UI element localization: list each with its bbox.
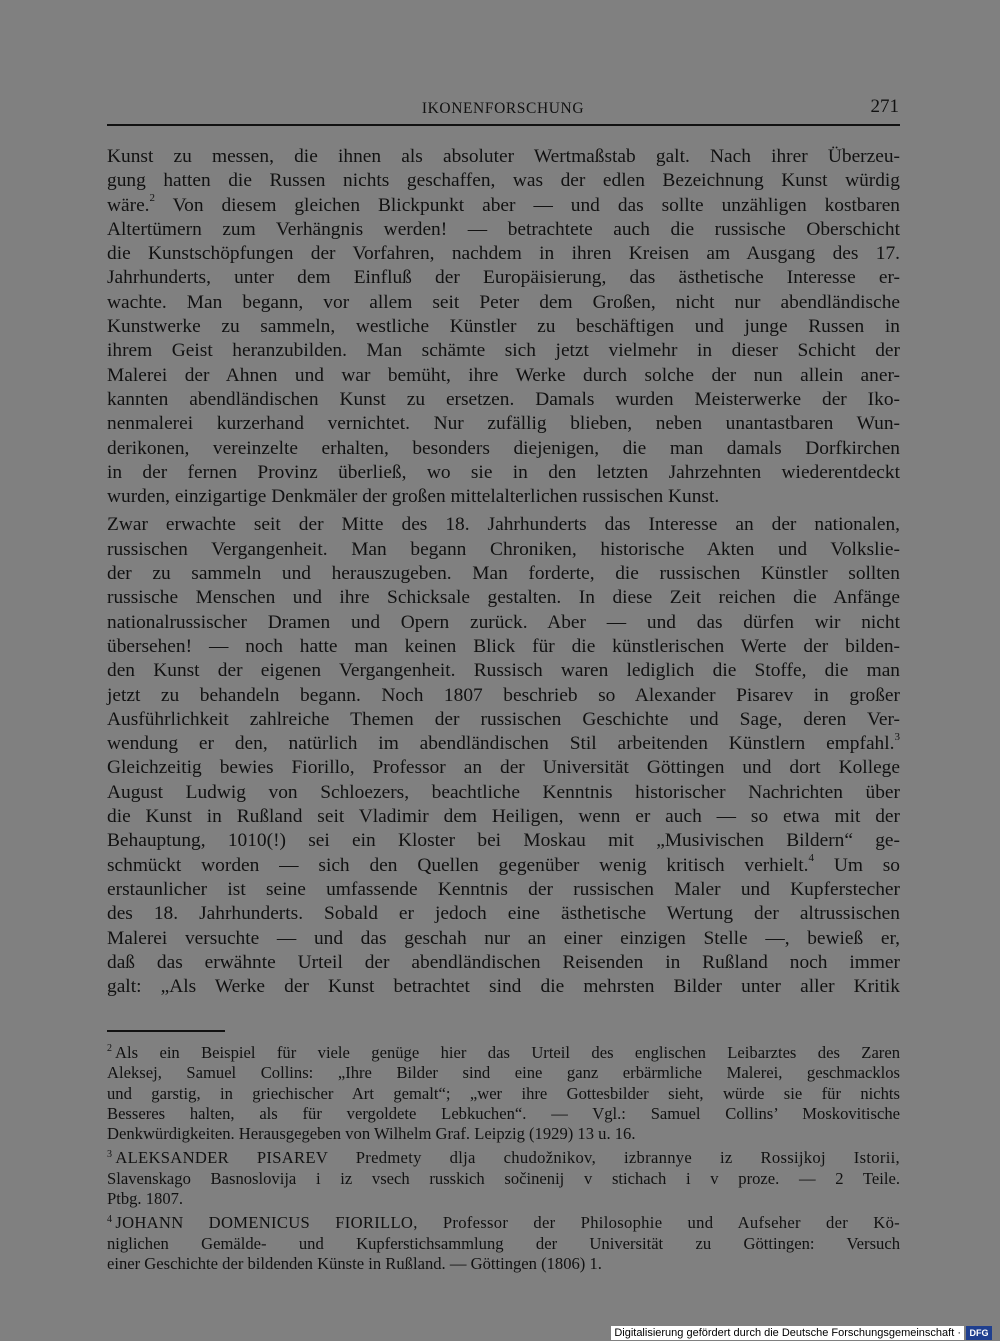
footnote-line: Besseres halten, als für vergoldete Lebkuchen“. — Vgl.: Samuel Collins’ Moskovitische [107,1103,900,1123]
footnote-line: niglichen Gemälde- und Kupferstichsammlung der Universität zu Göttingen: Versuch [107,1233,900,1253]
text-line: wachte. Man begann, vor allem seit Peter dem Großen, nicht nur abendländische [107,291,900,313]
footnote-ref-2[interactable]: 2 [149,192,156,205]
credit-text: Digitalisierung gefördert durch die Deutsche Forschungsgemeinschaft · [611,1326,964,1340]
text-fragment: Von diesem gleichen Blickpunkt aber — und das sollte unzähligen kostbaren [155,194,900,216]
footnote-mark: 3 [107,1148,113,1160]
footnote-line [107,1043,900,1063]
footnote-line [107,1148,900,1168]
footnotes [107,1043,900,1278]
text-line: die Kunst in Rußland seit Vladimir dem Heiligen, wenn er auch — so etwa mit der [107,806,900,828]
footnote-line: Slavenskago Basnoslovija i iz vsech russkich sočinenij v stichach i v proze. — 2 Teile. [107,1168,900,1188]
footnote-line: und garstig, in griechischer Art gemalt“; „wer ihre Gottesbilder sieht, würde sie für nichts [107,1083,900,1103]
credit-bar [0,1324,1000,1341]
footnote-line: Denkwürdigkeiten. Herausgegeben von Wilhelm Graf. Leipzig (1929) 13 u. 16. [107,1124,636,1144]
text-line: nationalrussischer Dramen und Opern zurück. Aber — und das dürfen wir nicht [107,611,900,633]
footnote-ref-3[interactable]: 3 [894,730,900,743]
main-text [107,145,900,999]
page-number: 271 [870,96,899,117]
text-line: kannten abendländischen Kunst zu ersetzen. Damals wurden Meisterwerke der Iko- [107,388,900,410]
text-line: daß das erwähnte Urteil der abendländischen Reisenden in Rußland noch immer [107,951,900,973]
running-head [107,96,899,124]
text-line: Jahrhunderts, unter dem Einfluß der Europäisierung, das ästhetische Interesse er- [107,267,900,289]
footnote-2 [107,1043,900,1144]
text-line: derikonen, vereinzelte erhalten, besonders diejenigen, die man damals Dorfkirchen [107,437,900,459]
footnote-mark: 2 [107,1043,112,1055]
header-rule [107,124,900,126]
text-line: erstaunlicher ist seine umfassende Kenntnis der russischen Maler und Kupferstecher [107,878,900,900]
text-line: Ausführlichkeit zahlreiche Themen der russischen Geschichte und Sage, deren Ver- [107,708,900,730]
text-line: in der fernen Provinz überließ, wo sie in den letzten Jahrzehnten wiederentdeckt [107,461,900,483]
text-line: Malerei der Ahnen und war bemüht, ihre Werke durch solche der nun allein aner- [107,364,900,386]
text-fragment: Als ein Beispiel für viele genüge hier das Urteil des englischen Leibarztes des Zaren [115,1043,900,1062]
dfg-logo[interactable]: DFG [966,1326,992,1340]
text-line: ihrem Geist heranzubilden. Man schämte sich jetzt vielmehr in dieser Schicht der [107,340,900,362]
text-line: August Ludwig von Schloezers, beachtliche Kenntnis historischer Nachrichten über [107,781,900,803]
footnote-line: Ptbg. 1807. [107,1189,184,1209]
text-line: wurden, einzigartige Denkmäler der großen mittelalterlichen russischen Kunst. [107,486,720,508]
text-fragment: wäre. [107,194,150,216]
text-line: die Kunstschöpfungen der Vorfahren, nachdem in ihren Kreisen am Ausgang des 17. [107,243,900,265]
text-line: galt: „Als Werke der Kunst betrachtet sind die mehrsten Bilder unter aller Kritik [107,976,900,998]
text-line: Gleichzeitig bewies Fiorillo, Professor an der Universität Göttingen und dort Kollege [107,757,900,779]
text-fragment: JOHANN DOMENICUS FIORILLO, Professor der Philosophie und Aufseher der Kö- [115,1213,900,1233]
footnote-ref-4[interactable]: 4 [808,852,814,865]
text-line: Behauptung, 1010(!) sei ein Kloster bei Moskau mit „Musivischen Bildern“ ge- [107,830,900,852]
footnote-line [107,1213,900,1233]
text-line [107,194,900,218]
text-line: russischen Vergangenheit. Man begann Chroniken, historische Akten und Volkslie- [107,538,900,560]
paragraph-1 [107,145,900,509]
text-fragment: ALEKSANDER PISAREV Predmety dlja chudožnikov, izbrannye iz Rossijkoj Istorii, [115,1148,900,1168]
footnote-4 [107,1213,900,1274]
text-fragment: wendung er den, natürlich im abendländischen Stil arbeitenden Künstlern empfahl. [107,733,895,755]
text-line [107,732,900,756]
text-line: russische Menschen und ihre Schicksale gestalten. In diese Zeit reichen die Anfänge [107,587,900,609]
text-line: nenmalerei kurzerhand vernichtet. Nur zufällig blieben, neben unantastbaren Wun- [107,413,900,435]
text-line: der zu sammeln und herauszugeben. Man forderte, die russischen Künstler sollten [107,563,900,585]
text-line: gung hatten die Russen nichts geschaffen, was der edlen Bezeichnung Kunst würdig [107,170,900,192]
footnote-line: Aleksej, Samuel Collins: „Ihre Bilder sind eine ganz erbärmliche Malerei, geschmacklos [107,1063,900,1083]
text-line: Malerei versuchte — und das geschah nur an einer einzigen Stelle —, bewieß er, [107,927,900,949]
text-line: den Kunst der eigenen Vergangenheit. Russisch waren lediglich die Stoffe, die man [107,660,900,682]
text-fragment: schmückt worden — sich den Quellen gegenüber wenig kritisch verhielt. [107,854,809,876]
footnote-rule [107,1030,225,1032]
running-title: IKONENFORSCHUNG [421,100,585,117]
footnote-mark: 4 [107,1213,113,1225]
footnote-3 [107,1148,900,1209]
text-line: übersehen! — noch hatte man keinen Blick für die künstlerischen Werte der bilden- [107,635,900,657]
text-line: des 18. Jahrhunderts. Sobald er jedoch eine ästhetische Wertung der altrussischen [107,903,900,925]
text-fragment: Um so [813,854,900,876]
text-line [107,854,900,878]
text-line: Kunst zu messen, die ihnen als absoluter Wertmaßstab galt. Nach ihrer Überzeu- [107,146,900,167]
footnote-line: einer Geschichte der bildenden Künste in Rußland. — Göttingen (1806) 1. [107,1253,602,1273]
text-line: Zwar erwachte seit der Mitte des 18. Jahrhunderts das Interesse an der nationalen, [107,514,900,536]
text-line: jetzt zu behandeln begann. Noch 1807 beschrieb so Alexander Pisarev in großer [107,684,900,706]
paragraph-2 [107,513,900,999]
text-line: Kunstwerke zu sammeln, westliche Künstler zu beschäftigen und junge Russen in [107,316,900,338]
text-line: Altertümern zum Verhängnis werden! — betrachtete auch die russische Oberschicht [107,218,900,240]
